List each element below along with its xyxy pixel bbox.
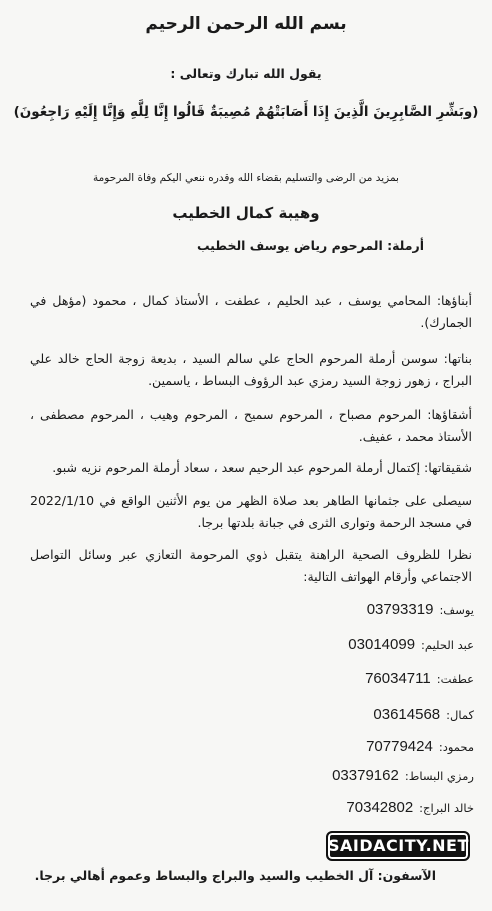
phone-label: عبد الحليم:	[421, 638, 474, 652]
announcement-text: بمزيد من الرضى والتسليم بقضاء الله وقدره ننعي اليكم وفاة المرحومة	[93, 172, 399, 184]
phone-entry	[332, 767, 474, 784]
phone-number: 03793319	[366, 601, 434, 618]
phone-number: 03014099	[348, 636, 416, 653]
deceased-name: وهيبة كمال الخطيب	[172, 204, 320, 222]
phone-label: رمزي البساط:	[404, 769, 474, 783]
sisters-paragraph: شقيقاتها: إكتمال أرملة المرحوم عبد الرحيم سعد ، سعاد أرملة المرحوم نزيه شبو.	[52, 460, 472, 475]
widow-of-line: أرملة: المرحوم رياض يوسف الخطيب	[196, 238, 424, 253]
quran-intro: يقول الله تبارك وتعالى :	[170, 66, 322, 81]
saidacity-watermark-logo: SAIDACITY.NET	[326, 831, 470, 861]
phone-label: كمال:	[446, 708, 474, 722]
phone-entry	[365, 670, 474, 687]
phone-label: عطفت:	[436, 672, 474, 686]
phone-number: 70779424	[366, 738, 433, 755]
phone-number: 76034711	[365, 670, 431, 687]
phone-number: 70342802	[346, 799, 414, 816]
daughters-paragraph: بناتها: سوسن أرملة المرحوم الحاج علي سالم السيد ، بديعة زوجة الحاج خالد علي البراج ، زهور زوجة السيد رمزي عبد الرؤوف البساط ، ياسمين.	[30, 351, 472, 388]
quran-verse: (وبَشِّرِ الصَّابِرِينَ الَّذِينَ إِذَا أَصَابَتْهُمْ مُصِيبَةٌ قَالُوا إِنَّا لِلَّهِ وَإِنَّا إِلَيْهِ رَاجِعُونَ)	[13, 104, 479, 120]
phone-number: 03379162	[332, 767, 399, 784]
phone-label: محمود:	[438, 740, 474, 754]
phone-number: 03614568	[373, 706, 441, 723]
phone-label: خالد البراج:	[419, 801, 474, 815]
brothers-paragraph: أشقاؤها: المرحوم مصباح ، المرحوم سميح ، المرحوم وهيب ، المرحوم مصطفى ، الأستاذ محمد ، عفيف.	[30, 407, 472, 444]
condolence-paragraph: نظرا للظروف الصحية الراهنة يتقبل ذوي المرحومة التعازي عبر وسائل التواصل الاجتماعي وأرقام الهواتف التالية:	[30, 547, 472, 584]
phone-entry	[366, 738, 474, 755]
phone-entry	[367, 601, 474, 618]
phone-entry	[373, 706, 474, 723]
phone-label: يوسف:	[439, 603, 474, 617]
phone-entry	[348, 636, 474, 653]
basmala-heading: بسم الله الرحمن الرحيم	[145, 14, 347, 34]
funeral-prayer-paragraph: سيصلى على جثمانها الطاهر بعد صلاة الظهر من يوم الأثنين الواقع في 2022/1/10 في مسجد الرحمة وتوارى الثرى في جبانة بلدتها برجا.	[30, 493, 472, 530]
phone-entry	[346, 799, 474, 816]
mourners-line: الآسفون: آل الخطيب والسيد والبراج والبساط وعموم أهالي برجا.	[34, 868, 436, 883]
sons-paragraph: أبناؤها: المحامي يوسف ، عبد الحليم ، عطفت ، الأستاذ كمال ، محمود (مؤهل في الجمارك).	[30, 293, 472, 330]
